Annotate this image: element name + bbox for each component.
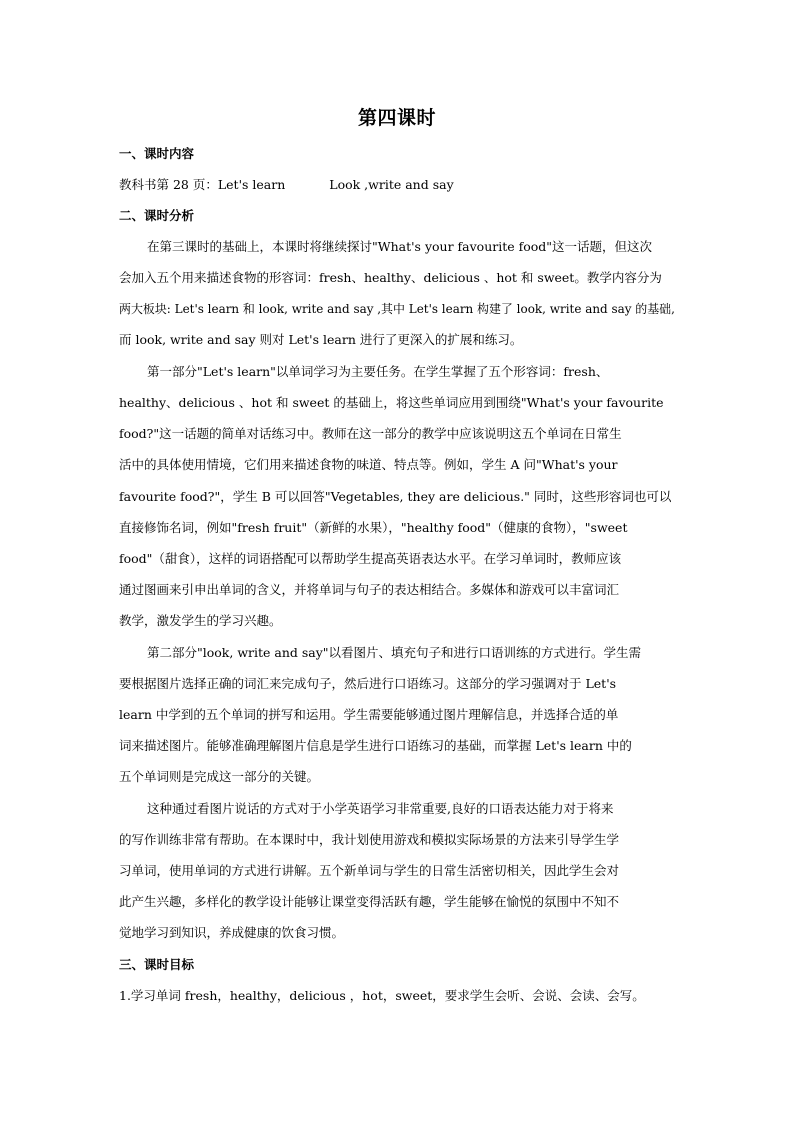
paragraph-line: healthy、delicious 、hot 和 sweet 的基础上，将这些单词应用到围绕"What's your favourite bbox=[119, 395, 664, 410]
goal-line: 1.学习单词 fresh，healthy，delicious ，hot，sweet，要求学生会听、会说、会读、会写。 bbox=[119, 988, 645, 1003]
paragraph-line: 两大板块: Let's learn 和 look, write and say ,其中 Let's learn 构建了 look, write and say 的基础, bbox=[119, 302, 675, 316]
paragraph-line: 活中的具体使用情境，它们用来描述食物的味道、特点等。例如，学生 A 问"What's your bbox=[119, 457, 618, 472]
section-heading-analysis: 二、课时分析 bbox=[119, 208, 195, 223]
paragraph-line: 在第三课时的基础上，本课时将继续探讨"What's your favourite food"这一话题，但这次 bbox=[147, 239, 653, 254]
paragraph-line: 教学，激发学生的学习兴趣。 bbox=[119, 613, 282, 628]
paragraph-line: 的写作训练非常有帮助。在本课时中，我计划使用游戏和模拟实际场景的方法来引导学生学 bbox=[119, 832, 620, 847]
paragraph-line: food?"这一话题的简单对话练习中。教师在这一部分的教学中应该说明这五个单词在日常生 bbox=[119, 426, 622, 441]
paragraph-line: 要根据图片选择正确的词汇来完成句子，然后进行口语练习。这部分的学习强调对于 Let's bbox=[119, 676, 617, 691]
section-heading-goals: 三、课时目标 bbox=[119, 957, 195, 972]
textbook-reference bbox=[119, 175, 454, 195]
paragraph-line: 通过图画来引申出单词的含义，并将单词与句子的表达相结合。多媒体和游戏可以丰富词汇 bbox=[119, 582, 620, 597]
paragraph-line: favourite food?"，学生 B 可以回答"Vegetables, they are delicious." 同时，这些形容词也可以 bbox=[119, 489, 672, 504]
paragraph-line: 第二部分"look, write and say"以看图片、填充句子和进行口语训练的方式进行。学生需 bbox=[147, 645, 642, 660]
paragraph-line: food"（甜食），这样的词语搭配可以帮助学生提高英语表达水平。在学习单词时，教师应该 bbox=[119, 551, 622, 566]
paragraph-line: 而 look, write and say 则对 Let's learn 进行了更深入的扩展和练习。 bbox=[119, 332, 523, 347]
paragraph-line: 觉地学习到知识，养成健康的饮食习惯。 bbox=[119, 925, 345, 940]
paragraph-line: 这种通过看图片说话的方式对于小学英语学习非常重要,良好的口语表达能力对于将来 bbox=[147, 801, 614, 816]
paragraph-line: 词来描述图片。能够准确理解图片信息是学生进行口语练习的基础，而掌握 Let's learn 中的 bbox=[119, 738, 632, 753]
paragraph-line: 习单词，使用单词的方式进行讲解。五个新单词与学生的日常生活密切相关，因此学生会对 bbox=[119, 863, 620, 878]
paragraph-line: 直接修饰名词，例如"fresh fruit"（新鲜的水果），"healthy food"（健康的食物），"sweet bbox=[119, 520, 628, 535]
page-title: 第四课时 bbox=[357, 107, 436, 129]
paragraph-line: learn 中学到的五个单词的拼写和运用。学生需要能够通过图片理解信息，并选择合适的单 bbox=[119, 707, 619, 722]
textbook-page-text: 教科书第 28 页：Let's learn bbox=[119, 177, 286, 192]
section-heading-content: 一、课时内容 bbox=[119, 146, 195, 161]
paragraph-line: 会加入五个用来描述食物的形容词：fresh、healthy、delicious 、hot 和 sweet。教学内容分为 bbox=[119, 270, 662, 285]
paragraph-line: 五个单词则是完成这一部分的关键。 bbox=[119, 769, 320, 784]
textbook-activity-text: Look ,write and say bbox=[329, 177, 454, 192]
paragraph-line: 此产生兴趣，多样化的教学设计能够让课堂变得活跃有趣，学生能够在愉悦的氛围中不知不 bbox=[119, 894, 620, 909]
paragraph-line: 第一部分"Let's learn"以单词学习为主要任务。在学生掌握了五个形容词：fresh、 bbox=[147, 364, 609, 379]
